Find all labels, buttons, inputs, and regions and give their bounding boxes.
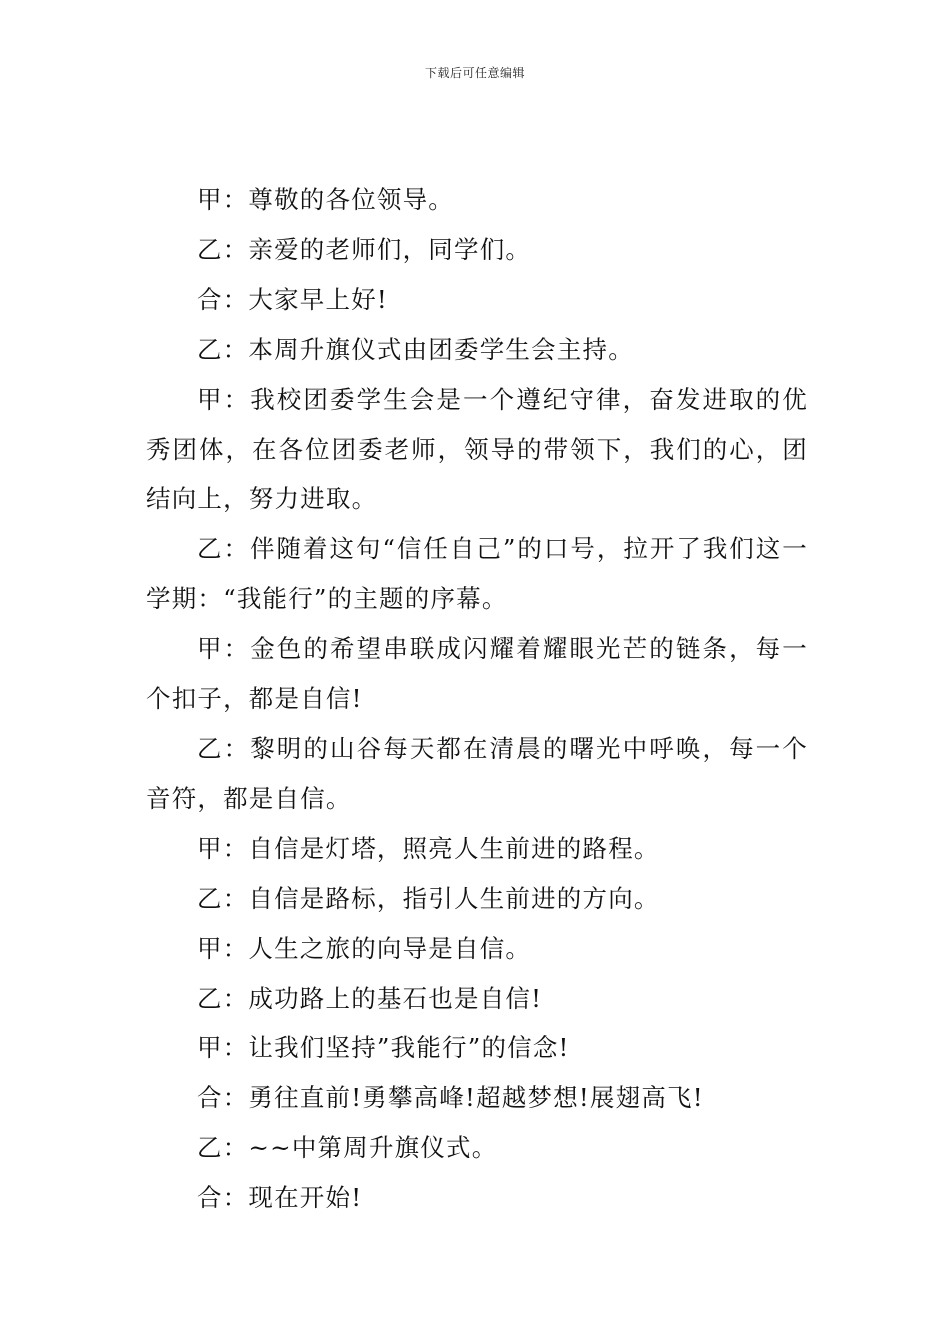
paragraph-11: 甲：人生之旅的向导是自信。 bbox=[197, 933, 532, 963]
paragraph-5: 甲：我校团委学生会是一个遵纪守律，奋发进取的优秀团体，在各位团委老师，领导的带领下，我们的心，团结向上，努力进取。 bbox=[146, 384, 808, 514]
paragraph-10: 乙：自信是路标，指引人生前进的方向。 bbox=[197, 883, 660, 913]
paragraph-12: 乙：成功路上的基石也是自信! bbox=[197, 983, 543, 1013]
paragraph-8: 乙：黎明的山谷每天都在清晨的曙光中呼唤，每一个音符，都是自信。 bbox=[146, 733, 808, 813]
paragraph-7: 甲：金色的希望串联成闪耀着耀眼光芒的链条，每一个扣子，都是自信! bbox=[146, 634, 808, 714]
paragraph-6: 乙：伴随着这句“信任自己”的口号，拉开了我们这一学期：“我能行”的主题的序幕。 bbox=[146, 534, 808, 614]
paragraph-3: 合：大家早上好! bbox=[197, 284, 388, 314]
paragraph-15: 乙：~~中第周升旗仪式。 bbox=[197, 1133, 498, 1163]
paragraph-14: 合：勇往直前!勇攀高峰!超越梦想!展翅高飞! bbox=[197, 1083, 704, 1113]
paragraph-1: 甲：尊敬的各位领导。 bbox=[197, 185, 454, 214]
paragraph-2: 乙：亲爱的老师们，同学们。 bbox=[197, 234, 532, 264]
paragraph-9: 甲：自信是灯塔，照亮人生前进的路程。 bbox=[197, 833, 660, 863]
paragraph-13: 甲：让我们坚持”我能行”的信念! bbox=[197, 1033, 570, 1063]
page-header-note: 下载后可任意编辑 bbox=[424, 66, 525, 80]
paragraph-16: 合：现在开始! bbox=[197, 1183, 363, 1213]
document-body bbox=[146, 175, 808, 1223]
paragraph-4: 乙：本周升旗仪式由团委学生会主持。 bbox=[197, 334, 634, 364]
